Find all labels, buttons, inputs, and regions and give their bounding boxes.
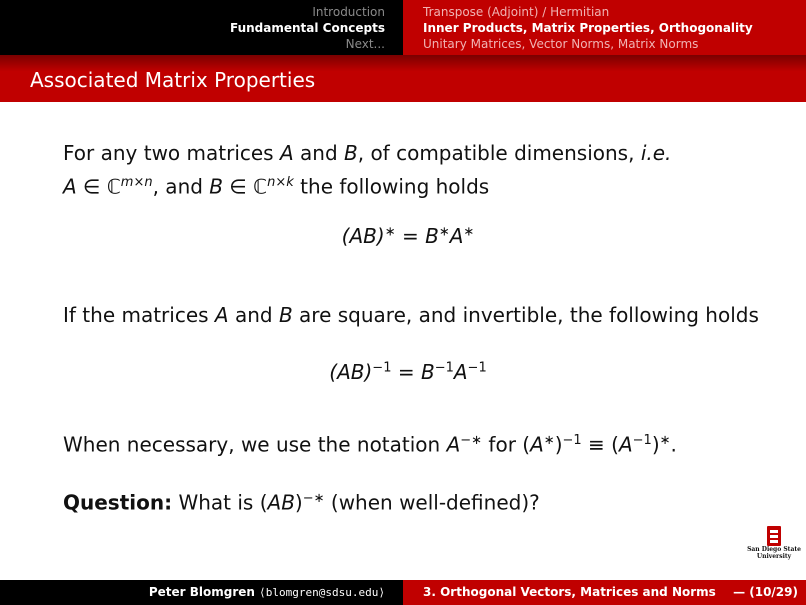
footer-talk-title[interactable]: 3. Orthogonal Vectors, Matrices and Norms — [423, 585, 716, 599]
nav-subsection-transpose[interactable]: Transpose (Adjoint) / Hermitian — [423, 5, 610, 19]
author-email[interactable]: ⟨blomgren@sdsu.edu⟩ — [259, 586, 385, 599]
logo-line-2: University — [756, 553, 792, 560]
nav-subsection-unitary[interactable]: Unitary Matrices, Vector Norms, Matrix Norms — [423, 37, 699, 51]
section-nav — [230, 4, 385, 52]
footer-author — [149, 585, 385, 599]
nav-section-next[interactable]: Next... — [345, 37, 385, 51]
author-name: Peter Blomgren — [148, 585, 255, 599]
footer-page-number: — (10/29) — [733, 585, 798, 599]
nav-section-introduction[interactable]: Introduction — [312, 5, 385, 19]
question-line: Question: What is (AB)−∗ (when well-defined)? — [63, 490, 540, 515]
footer-right-panel — [403, 580, 806, 605]
logo-line-1: San Diego State — [747, 546, 801, 553]
footer — [0, 580, 806, 605]
question-label: Question: — [63, 490, 173, 515]
nav-subsection-inner-products[interactable]: Inner Products, Matrix Properties, Orthogonality — [423, 21, 753, 35]
equation-inverse-product: $(AB)^{-1} = B^{-1}A^{-1}$ — [329, 360, 487, 384]
header-right-panel — [403, 0, 806, 55]
paragraph-notation: When necessary, we use the notation A−∗ for $(A^∗)^{-1} \equiv (A^{-1})^∗$. — [63, 432, 677, 457]
equation-adjoint-product: (AB)∗ = B∗A∗ — [341, 224, 475, 248]
frame-title-bar — [0, 55, 806, 102]
p1-line-1: For any two matrices A and B, of compatible dimensions, i.e. — [63, 141, 672, 165]
header-left-panel — [0, 0, 403, 55]
nav-section-fundamental-concepts[interactable]: Fundamental Concepts — [230, 21, 385, 35]
frame-title: Associated Matrix Properties — [30, 68, 316, 92]
paragraph-square-invertible: If the matrices A and B are square, and invertible, the following holds — [63, 303, 759, 327]
p1-line-2: A ∈ ℂ$^{m\times n}$, and B ∈ ℂ$^{n\times k}$ the following holds — [63, 174, 490, 199]
sdsu-logo — [745, 526, 803, 566]
subsection-nav — [423, 4, 753, 52]
sdsu-emblem-icon — [765, 526, 783, 546]
footer-left-panel — [0, 580, 403, 605]
header-nav — [0, 0, 806, 55]
paragraph-compatible-dimensions — [63, 138, 763, 202]
